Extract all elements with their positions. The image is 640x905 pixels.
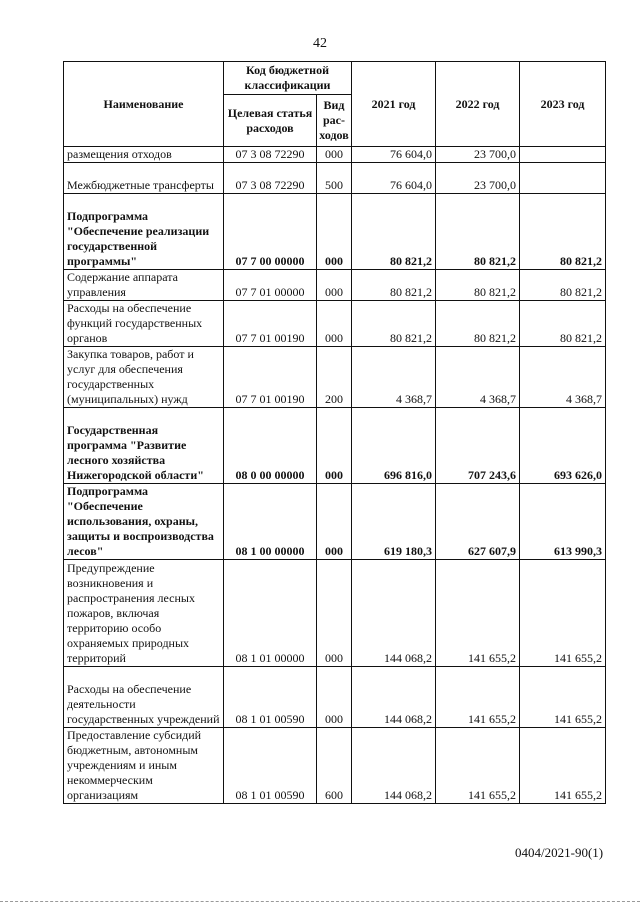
row-2023-value: 4 368,7	[520, 347, 606, 408]
row-name: Расходы на обеспечение функций государственных органов	[64, 301, 224, 347]
row-2023-value	[520, 163, 606, 194]
row-2023-value	[520, 147, 606, 163]
row-2021-value: 144 068,2	[352, 728, 436, 804]
table-row	[64, 301, 606, 347]
row-expense-type: 000	[317, 270, 352, 301]
row-expense-type: 000	[317, 484, 352, 560]
row-2023-value: 613 990,3	[520, 484, 606, 560]
row-2023-value: 693 626,0	[520, 408, 606, 484]
row-target-code: 08 1 01 00590	[224, 667, 317, 728]
row-target-code: 07 7 01 00190	[224, 301, 317, 347]
row-name: Содержание аппарата управления	[64, 270, 224, 301]
row-expense-type: 000	[317, 560, 352, 667]
row-2023-value: 80 821,2	[520, 270, 606, 301]
table-row	[64, 194, 606, 270]
row-target-code: 07 7 01 00000	[224, 270, 317, 301]
header-target-article: Целевая статья расходов	[224, 95, 317, 147]
row-2021-value: 80 821,2	[352, 194, 436, 270]
row-2023-value: 141 655,2	[520, 728, 606, 804]
row-expense-type: 000	[317, 408, 352, 484]
row-name: Закупка товаров, работ и услуг для обеспечения государственных (муниципальных) нужд	[64, 347, 224, 408]
row-target-code: 07 3 08 72290	[224, 163, 317, 194]
row-target-code: 08 1 01 00590	[224, 728, 317, 804]
row-2021-value: 4 368,7	[352, 347, 436, 408]
table-row	[64, 347, 606, 408]
table-row	[64, 728, 606, 804]
row-name: Межбюджетные трансферты	[64, 163, 224, 194]
table-row	[64, 484, 606, 560]
row-2022-value: 707 243,6	[436, 408, 520, 484]
page-bottom-edge	[0, 901, 640, 902]
row-name: Государственная программа "Развитие лесного хозяйства Нижегородской области"	[64, 408, 224, 484]
row-name: Подпрограмма "Обеспечение использования, охраны, защиты и воспроизводства лесов"	[64, 484, 224, 560]
row-target-code: 08 1 01 00000	[224, 560, 317, 667]
row-2022-value: 141 655,2	[436, 560, 520, 667]
row-2021-value: 80 821,2	[352, 270, 436, 301]
row-2021-value: 76 604,0	[352, 147, 436, 163]
row-2022-value: 80 821,2	[436, 301, 520, 347]
header-2023: 2023 год	[520, 62, 606, 147]
row-name: размещения отходов	[64, 147, 224, 163]
row-2022-value: 80 821,2	[436, 194, 520, 270]
table-row	[64, 560, 606, 667]
table-row	[64, 667, 606, 728]
row-2022-value: 141 655,2	[436, 728, 520, 804]
row-expense-type: 500	[317, 163, 352, 194]
row-2023-value: 141 655,2	[520, 560, 606, 667]
row-target-code: 07 3 08 72290	[224, 147, 317, 163]
table-row	[64, 147, 606, 163]
header-2021: 2021 год	[352, 62, 436, 147]
row-2021-value: 696 816,0	[352, 408, 436, 484]
row-2023-value: 141 655,2	[520, 667, 606, 728]
row-2022-value: 80 821,2	[436, 270, 520, 301]
row-2022-value: 141 655,2	[436, 667, 520, 728]
row-2022-value: 23 700,0	[436, 147, 520, 163]
header-name: Наименование	[64, 62, 224, 147]
table-row	[64, 163, 606, 194]
page-number: 42	[313, 36, 327, 51]
row-2023-value: 80 821,2	[520, 301, 606, 347]
row-name: Предупреждение возникновения и распространения лесных пожаров, включая территорию особо охраняемых природных территорий	[64, 560, 224, 667]
row-expense-type: 600	[317, 728, 352, 804]
row-2022-value: 23 700,0	[436, 163, 520, 194]
document-code: 0404/2021-90(1)	[515, 845, 604, 860]
row-2023-value: 80 821,2	[520, 194, 606, 270]
row-name: Расходы на обеспечение деятельности государственных учреждений	[64, 667, 224, 728]
row-target-code: 07 7 01 00190	[224, 347, 317, 408]
row-expense-type: 000	[317, 194, 352, 270]
row-2021-value: 144 068,2	[352, 560, 436, 667]
row-2021-value: 76 604,0	[352, 163, 436, 194]
row-expense-type: 000	[317, 667, 352, 728]
row-2021-value: 619 180,3	[352, 484, 436, 560]
header-kbk: Код бюджетной классификации	[224, 62, 352, 95]
header-expense-type: Вид рас-ходов	[317, 95, 352, 147]
row-target-code: 08 0 00 00000	[224, 408, 317, 484]
row-2021-value: 144 068,2	[352, 667, 436, 728]
row-expense-type: 200	[317, 347, 352, 408]
row-target-code: 07 7 00 00000	[224, 194, 317, 270]
row-expense-type: 000	[317, 301, 352, 347]
header-2022: 2022 год	[436, 62, 520, 147]
budget-table	[63, 61, 606, 804]
table-row	[64, 270, 606, 301]
row-2022-value: 4 368,7	[436, 347, 520, 408]
row-target-code: 08 1 00 00000	[224, 484, 317, 560]
row-name: Предоставление субсидий бюджетным, автономным учреждениям и иным некоммерческим организациям	[64, 728, 224, 804]
row-2021-value: 80 821,2	[352, 301, 436, 347]
row-name: Подпрограмма "Обеспечение реализации государственной программы"	[64, 194, 224, 270]
row-2022-value: 627 607,9	[436, 484, 520, 560]
table-row	[64, 408, 606, 484]
row-expense-type: 000	[317, 147, 352, 163]
